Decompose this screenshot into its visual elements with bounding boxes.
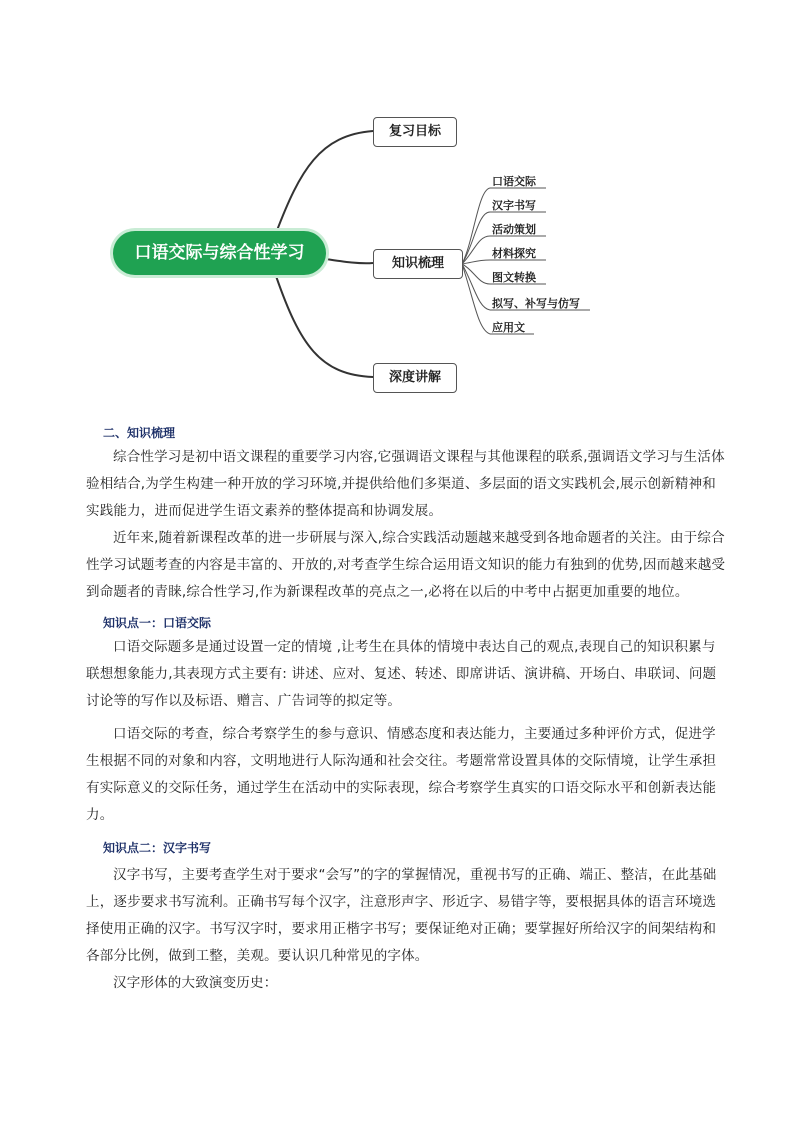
paragraph: 口语交际的考查，综合考察学生的参与意识、情感态度和表达能力，主要通过多种评价方式，促进学生根据不同的对象和内容，文明地进行人际沟通和社会交往。考题常常设置具体的交际情境，让学生承担有实际意义的交际任务，通过学生在活动中的实际表现，综合考察学生真实的口语交际水平和创新表达能力。 xyxy=(86,726,717,823)
connector-review-goals xyxy=(276,131,373,233)
connector-knowledge xyxy=(326,259,373,263)
leaf-oral-communication: 口语交际 xyxy=(492,175,536,188)
paragraph: 汉字形体的大致演变历史： xyxy=(113,975,278,991)
connector-leaf-4 xyxy=(462,260,490,264)
connector-deep xyxy=(276,276,373,377)
connector-leaf-1 xyxy=(462,188,490,264)
connector-leaf-7 xyxy=(462,264,490,334)
leaf-drafting-imitation: 拟写、补写与仿写 xyxy=(492,297,580,310)
connector-leaf-5 xyxy=(462,264,490,284)
paragraph: 近年来,随着新课程改革的进一步研展与深入,综合实践活动题越来越受到各地命题者的关注。由于综合性学习试题考查的内容是丰富的、开放的,对考查学生综合运用语文知识的能力有独到的优势,因而越来越受到命题者的青睐,综合性学习,作为新课程改革的亮点之一,必将在以后的中考中占据更加重要的地位。 xyxy=(86,530,726,600)
leaf-character-writing: 汉字书写 xyxy=(492,199,536,212)
paragraph: 汉字书写，主要考查学生对于要求“会写”的字的掌握情况，重视书写的正确、端正、整洁，在此基础上，逐步要求书写流利。正确书写每个汉字，注意形声字、形近字、易错字等，要根据具体的语言环境选择使用正确的汉字。书写汉字时，要求用正楷字书写；要保证绝对正确；要掌握好所给汉字的间架结构和各部分比例，做到工整，美观。要认识几种常见的字体。 xyxy=(86,867,717,964)
mind-map-connectors xyxy=(0,0,794,410)
leaf-material-inquiry: 材料探究 xyxy=(492,247,536,260)
mind-map-root-node: 口语交际与综合性学习 xyxy=(113,231,326,275)
branch-knowledge-sorting: 知识梳理 xyxy=(373,249,463,279)
connector-leaf-6 xyxy=(462,264,490,310)
branch-deep-explanation: 深度讲解 xyxy=(373,363,457,393)
paragraph: 口语交际题多是通过设置一定的情境 ,让考生在具体的情境中表达自己的观点,表现自己的知识积累与联想想象能力,其表现方式主要有: 讲述、应对、复述、转述、即席讲话、演讲稿、开场白、串联词、问题讨论等的写作以及标语、赠言、广告词等的拟定等。 xyxy=(86,639,717,709)
heading-knowledge-point-1: 知识点一：口语交际 xyxy=(103,616,212,630)
leaf-practical-writing: 应用文 xyxy=(492,321,525,334)
mind-map xyxy=(0,0,794,410)
document-body xyxy=(86,418,726,997)
branch-review-goals: 复习目标 xyxy=(373,117,457,147)
section-heading-knowledge-sorting: 二、知识梳理 xyxy=(103,426,176,440)
leaf-activity-planning: 活动策划 xyxy=(492,223,536,236)
heading-knowledge-point-2: 知识点二：汉字书写 xyxy=(103,841,212,855)
paragraph: 综合性学习是初中语文课程的重要学习内容,它强调语文课程与其他课程的联系,强调语文学习与生活体验相结合,为学生构建一种开放的学习环境,并提供给他们多渠道、多层面的语文实践机会,展示创新精神和实践能力，进而促进学生语文素养的整体提高和协调发展。 xyxy=(86,449,725,519)
leaf-image-text-conversion: 图文转换 xyxy=(492,271,536,284)
